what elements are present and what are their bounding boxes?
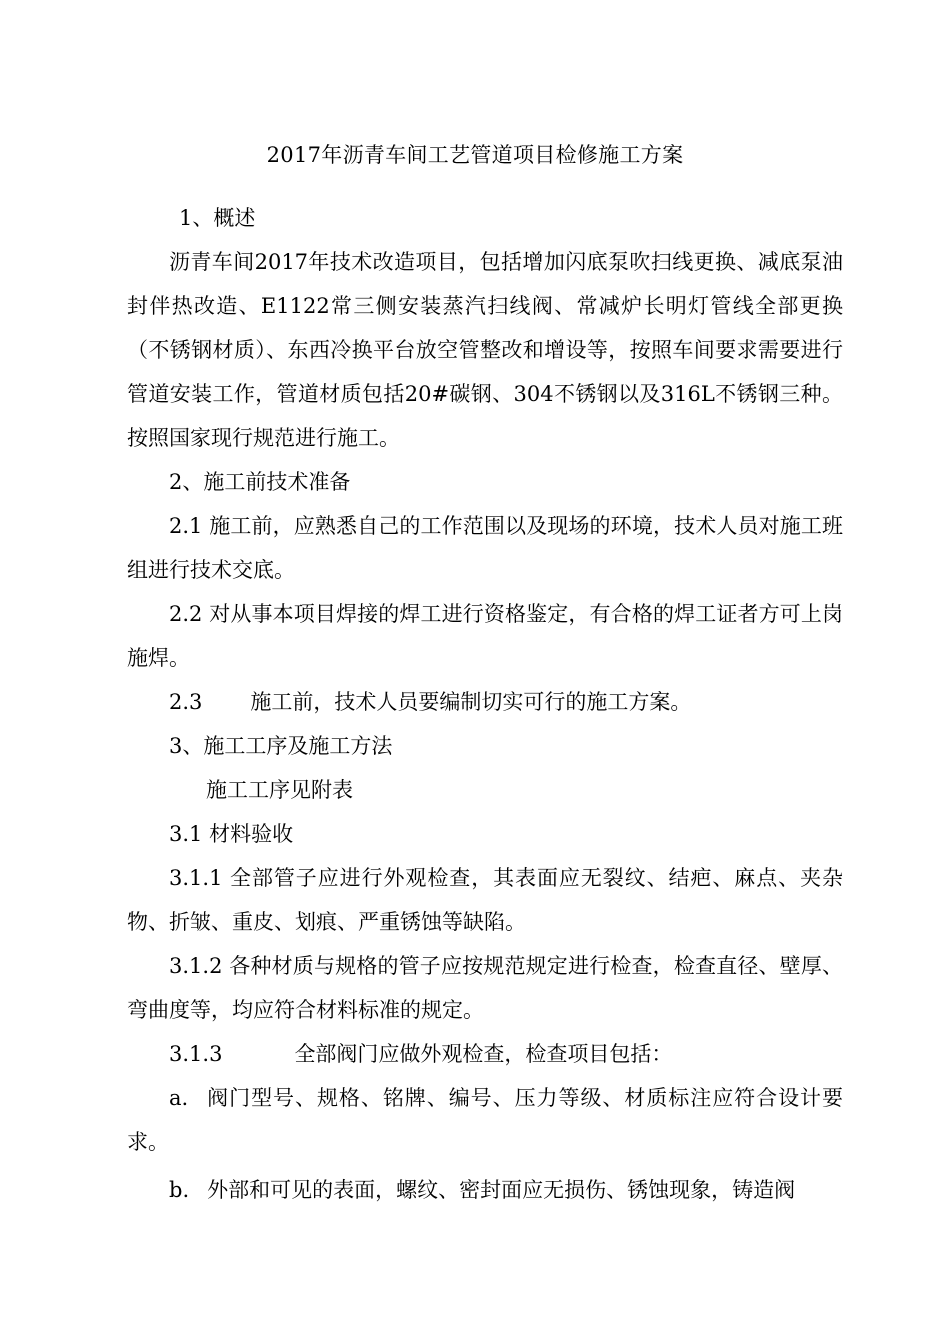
paragraph-3-1-3-number: 3.1.3 bbox=[169, 1042, 223, 1066]
paragraph-2-1: 2.1 施工前，应熟悉自己的工作范围以及现场的环境，技术人员对施工班组进行技术交底。 bbox=[127, 514, 843, 582]
paragraph-3-1-3 bbox=[127, 1032, 843, 1076]
item-a-label: a. bbox=[169, 1086, 189, 1110]
paragraph-2-2: 2.2 对从事本项目焊接的焊工进行资格鉴定，有合格的焊工证者方可上岗施焊。 bbox=[127, 602, 843, 670]
section-heading-2: 2、施工前技术准备 bbox=[169, 470, 351, 494]
item-b-label: b. bbox=[169, 1178, 190, 1202]
paragraph-3-1: 3.1 材料验收 bbox=[169, 822, 294, 846]
document-title: 2017年沥青车间工艺管道项目检修施工方案 bbox=[266, 143, 684, 167]
item-a bbox=[127, 1076, 843, 1164]
paragraph-3-1-3-text: 全部阀门应做外观检查，检查项目包括： bbox=[294, 1042, 673, 1066]
paragraph-3-1-1: 3.1.1 全部管子应进行外观检查，其表面应无裂纹、结疤、麻点、夹杂物、折皱、重皮、划痕、严重锈蚀等缺陷。 bbox=[127, 866, 843, 934]
section-heading-1: 1、概述 bbox=[179, 206, 256, 230]
paragraph-2-3-text: 施工前，技术人员要编制切实可行的施工方案。 bbox=[250, 690, 692, 714]
paragraph-2-3-number: 2.3 bbox=[169, 690, 203, 714]
paragraph-3-1-2: 3.1.2 各种材质与规格的管子应按规范规定进行检查，检查直径、壁厚、弯曲度等，均应符合材料标准的规定。 bbox=[127, 954, 843, 1022]
document-body bbox=[127, 196, 843, 1212]
item-b-text: 外部和可见的表面，螺纹、密封面应无损伤、锈蚀现象，铸造阀 bbox=[207, 1178, 796, 1202]
paragraph-2-3 bbox=[127, 680, 843, 724]
paragraph-overview: 沥青车间2017年技术改造项目，包括增加闪底泵吹扫线更换、减底泵油封伴热改造、E1122常三侧安装蒸汽扫线阀、常减炉长明灯管线全部更换（不锈钢材质）、东西冷换平台放空管整改和增设等，按照车间要求需要进行管道安装工作，管道材质包括20#碳钢、304不锈钢以及316L不锈钢三种。按照国家现行规范进行施工。 bbox=[127, 250, 843, 450]
item-b bbox=[127, 1168, 843, 1212]
paragraph-3-sequence: 施工工序见附表 bbox=[206, 778, 353, 802]
section-heading-3: 3、施工工序及施工方法 bbox=[169, 734, 393, 758]
item-a-text: 阀门型号、规格、铭牌、编号、压力等级、材质标注应符合设计要求。 bbox=[127, 1086, 843, 1154]
